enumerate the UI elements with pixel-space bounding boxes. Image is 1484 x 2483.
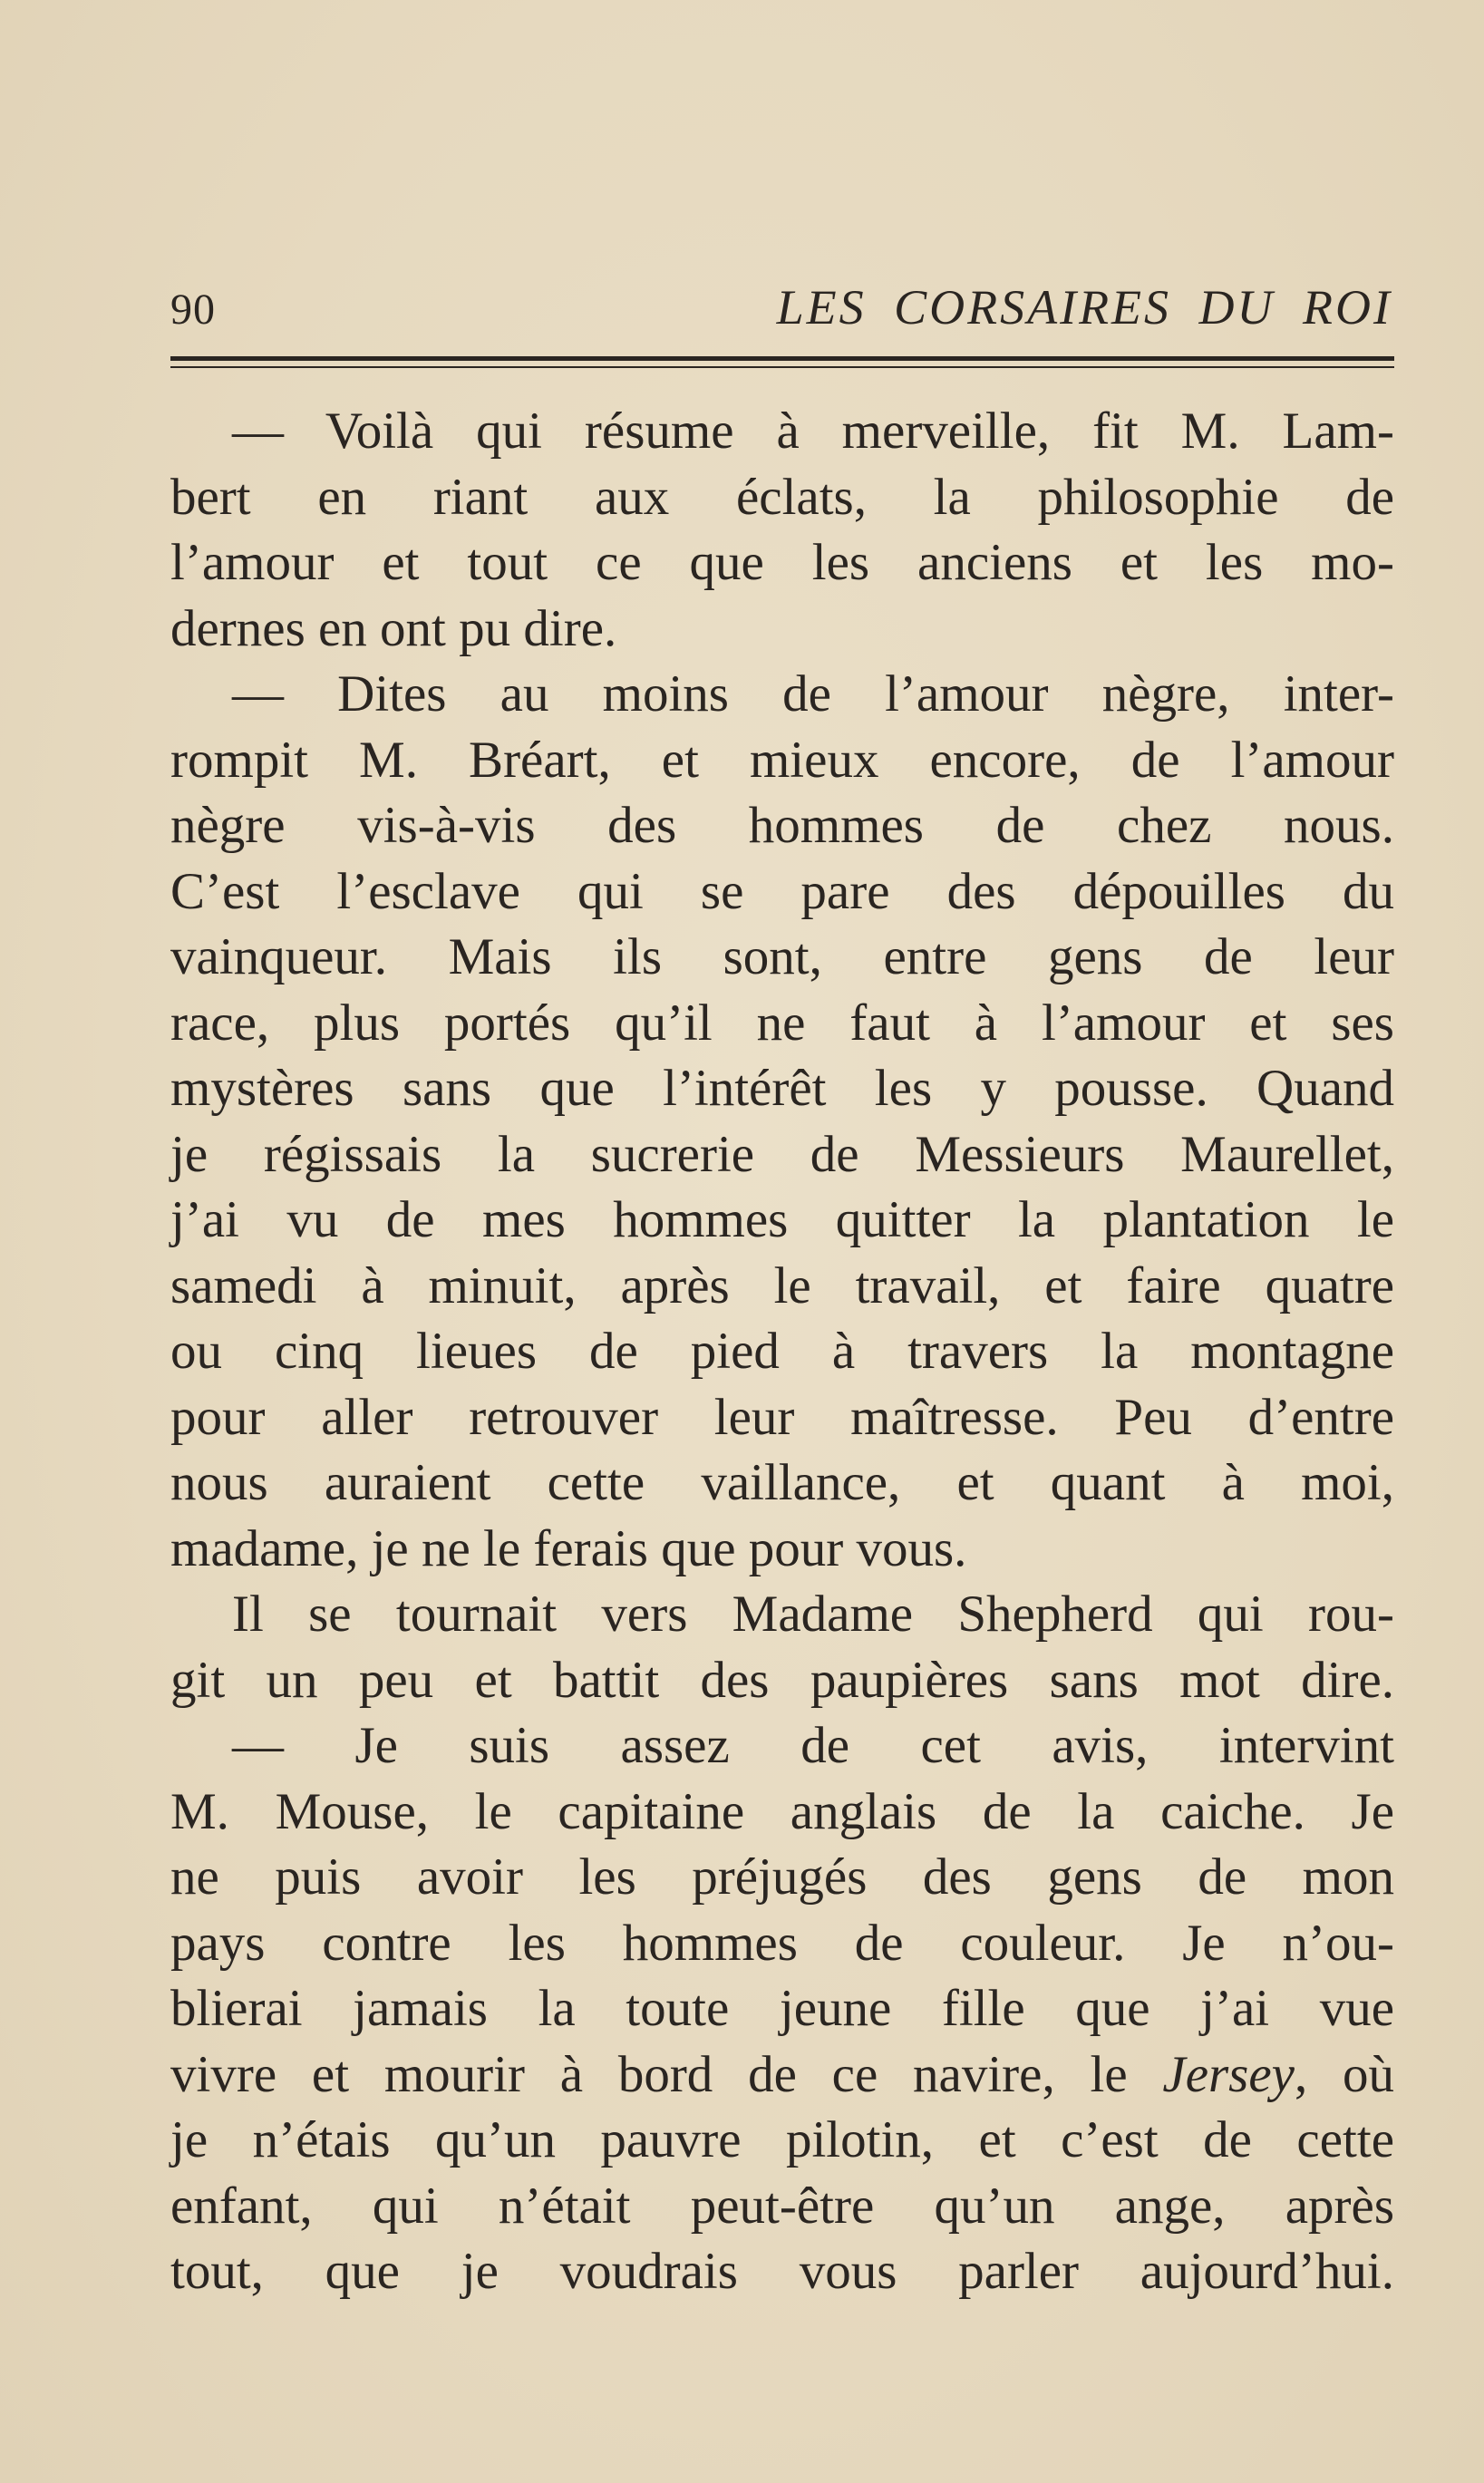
text-line: samedi à minuit, après le travail, et faire quatre <box>170 1256 1394 1314</box>
text-line: tout, que je voudrais vous parler aujourd’hui. <box>170 2243 1394 2300</box>
text-line: C’est l’esclave qui se pare des dépouilles du <box>170 862 1394 920</box>
ship-name: Jersey <box>1162 2045 1295 2103</box>
header-rule-thin <box>170 366 1394 368</box>
text-line: madame, je ne le ferais que pour vous. <box>170 1519 967 1577</box>
text-line: nous auraient cette vaillance, et quant à moi, <box>170 1454 1394 1511</box>
header-rule <box>170 356 1394 361</box>
running-title: LES CORSAIRES DU ROI <box>776 280 1392 335</box>
text-line: blierai jamais la toute jeune fille que j’ai vue <box>170 1980 1394 2037</box>
text-line: Il se tournait vers Madame Shepherd qui rou- <box>232 1586 1394 1643</box>
text-segment: vivre et mourir à bord de ce navire, le <box>170 2045 1163 2103</box>
page-number: 90 <box>170 286 216 334</box>
text-line: — Dites au moins de l’amour nègre, inter- <box>232 665 1394 723</box>
text-line: pour aller retrouver leur maîtresse. Peu d’entre <box>170 1388 1394 1446</box>
text-line: bert en riant aux éclats, la philosophie de <box>170 468 1394 526</box>
text-line: race, plus portés qu’il ne faut à l’amour et ses <box>170 994 1394 1052</box>
text-line: ne puis avoir les préjugés des gens de mon <box>170 1848 1394 1906</box>
text-line: pays contre les hommes de couleur. Je n’ou- <box>170 1914 1394 1972</box>
text-line: — Voilà qui résume à merveille, fit M. Lam- <box>232 403 1394 460</box>
text-line: mystères sans que l’intérêt les y pousse. Quand <box>170 1060 1394 1117</box>
text-line: nègre vis-à-vis des hommes de chez nous. <box>170 797 1394 854</box>
text-line: j’ai vu de mes hommes quitter la plantation le <box>170 1191 1394 1248</box>
body-text <box>170 399 1394 2305</box>
text-line: enfant, qui n’était peut-être qu’un ange, après <box>170 2177 1394 2235</box>
text-line: je régissais la sucrerie de Messieurs Maurellet, <box>170 1125 1394 1183</box>
text-line: git un peu et battit des paupières sans mot dire. <box>170 1651 1394 1709</box>
text-line: rompit M. Bréart, et mieux encore, de l’amour <box>170 731 1394 789</box>
text-line: ou cinq lieues de pied à travers la montagne <box>170 1323 1394 1380</box>
text-segment: , où <box>1294 2045 1394 2103</box>
text-line: — Je suis assez de cet avis, intervint <box>232 1717 1394 1774</box>
text-line: je n’étais qu’un pauvre pilotin, et c’est de cette <box>170 2111 1394 2168</box>
text-line: M. Mouse, le capitaine anglais de la caiche. Je <box>170 1782 1394 1840</box>
text-line: vainqueur. Mais ils sont, entre gens de leur <box>170 928 1394 985</box>
page-header <box>170 272 1394 344</box>
text-line: dernes en ont pu dire. <box>170 599 617 657</box>
text-line: l’amour et tout ce que les anciens et les mo- <box>170 534 1394 591</box>
text-line <box>170 2042 1394 2109</box>
